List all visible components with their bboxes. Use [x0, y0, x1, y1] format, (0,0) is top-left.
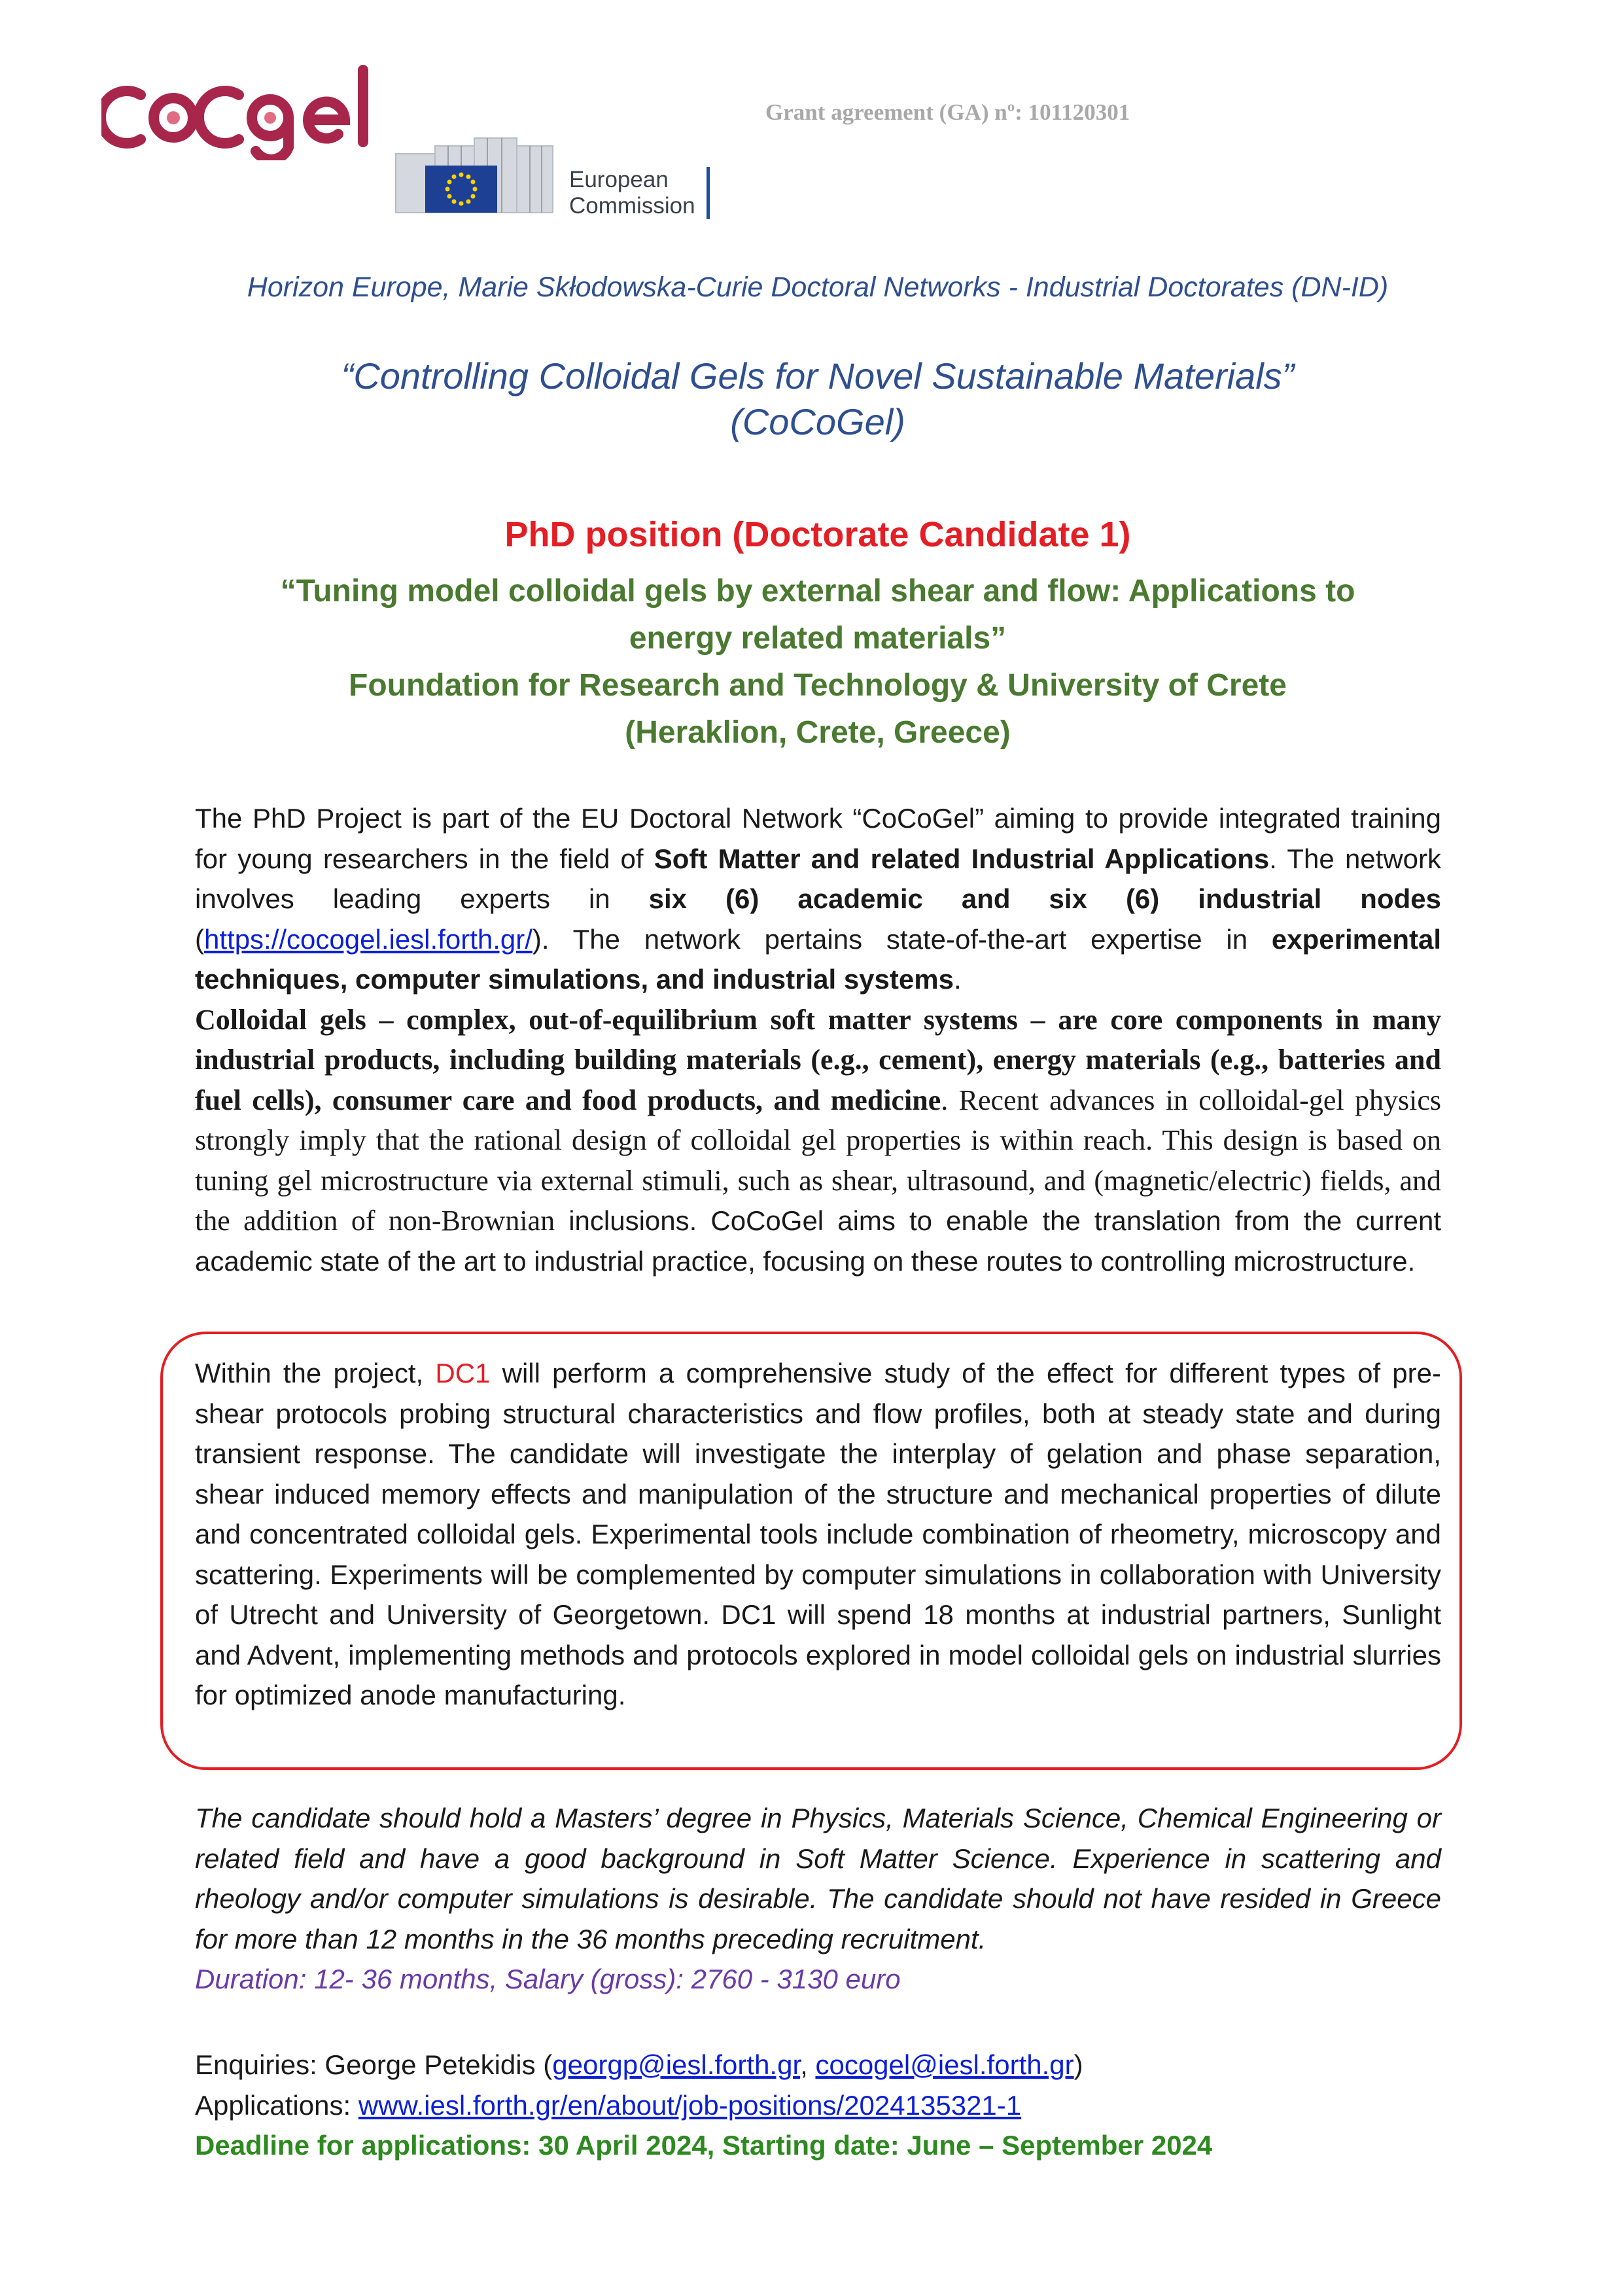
intro-section	[195, 798, 1441, 1281]
cocogel-logo	[101, 62, 376, 160]
network-website-link[interactable]: https://cocogel.iesl.forth.gr/	[204, 923, 532, 955]
location: (Heraklion, Crete, Greece)	[625, 715, 1011, 750]
duration-salary: Duration: 12- 36 months, Salary (gross): 2760 - 3130 euro	[195, 1964, 901, 1994]
deadline-line: Deadline for applications: 30 April 2024, Starting date: June – September 2024	[195, 2130, 1213, 2161]
european-commission-logo-icon	[389, 134, 566, 219]
project-title	[190, 353, 1446, 445]
position-subtitle	[190, 568, 1446, 756]
ec-divider-bar	[707, 167, 710, 219]
applications-line: Applications: www.iesl.forth.gr/en/about/job-positions/2024135321-1	[195, 2089, 1022, 2121]
requirements-text: The candidate should hold a Masters’ degree in Physics, Materials Science, Chemical Engineering or related field and have a good background in Soft Matter Science. Experience in scattering and rheology and/or computer simulations is desirable. The candidate should not have resided in Greece for more than 12 months in the 36 months preceding recruitment.	[195, 1803, 1441, 1954]
project-title-line2: (CoCoGel)	[730, 401, 905, 442]
email-georgp-link[interactable]: georgp@iesl.forth.gr	[552, 2049, 801, 2080]
dc1-description: Within the project, DC1 will perform a comprehensive study of the effect for different types of pre-shear protocols probing structural characteristics and flow profiles, both at steady state and during transient response. The candidate will investigate the interplay of gelation and phase separation, shear induced memory effects and manipulation of the structure and mechanical properties of dilute and concentrated colloidal gels. Experimental tools include combination of rheometry, microscopy and scattering. Experiments will be complemented by computer simulations in collaboration with University of Utrecht and University of Georgetown. DC1 will spend 18 months at industrial partners, Sunlight and Advent, implementing methods and protocols explored in model colloidal gels on industrial slurries for optimized anode manufacturing.	[195, 1358, 1441, 1710]
position-title: PhD position (Doctorate Candidate 1)	[504, 515, 1131, 554]
european-commission-name: European Commission	[569, 167, 695, 219]
requirements-section	[195, 1798, 1441, 2000]
programme-line: Horizon Europe, Marie Skłodowska-Curie Doctoral Networks - Industrial Doctorates (DN-ID)	[247, 272, 1389, 303]
subtitle-line2: energy related materials”	[629, 621, 1007, 656]
intro-paragraph-1: The PhD Project is part of the EU Doctoral Network “CoCoGel” aiming to provide integrated training for young researchers in the field of Soft Matter and related Industrial Applications. The network involves leading experts in six (6) academic and six (6) industrial nodes (https://cocogel.iesl.forth.gr/). The network pertains state-of-the-art expertise in experimental techniques, computer simulations, and industrial systems.	[195, 803, 1442, 995]
enquiries-line: Enquiries: George Petekidis (georgp@iesl.forth.gr, cocogel@iesl.forth.gr)	[195, 2049, 1083, 2080]
applications-link[interactable]: www.iesl.forth.gr/en/about/job-positions/2024135321-1	[358, 2089, 1022, 2121]
subtitle-line1: “Tuning model colloidal gels by external shear and flow: Applications to	[280, 574, 1355, 609]
email-cocogel-link[interactable]: cocogel@iesl.forth.gr	[815, 2049, 1074, 2080]
institution: Foundation for Research and Technology & University of Crete	[349, 668, 1287, 703]
grant-agreement: Grant agreement (GA) nº: 101120301	[765, 99, 1130, 125]
dc1-label: DC1	[435, 1358, 491, 1388]
contacts-section	[195, 2045, 1441, 2166]
intro-paragraph-2: Colloidal gels – complex, out-of-equilibrium soft matter systems – are core components in many industrial products, including building materials (e.g., cement), energy materials (e.g., batteries and fuel cells), consumer care and food products, and medicine. Recent advances in colloidal-gel physics strongly imply that the rational design of colloidal gel properties is within reach. This design is based on tuning gel microstructure via external stimuli, such as shear, ultrasound, and (magnetic/electric) fields, and the addition of non-Brownian inclusions. CoCoGel aims to enable the translation from the current academic state of the art to industrial practice, focusing on these routes to controlling microstructure.	[195, 1003, 1442, 1277]
project-title-line1: “Controlling Colloidal Gels for Novel Sustainable Materials”	[341, 355, 1295, 397]
